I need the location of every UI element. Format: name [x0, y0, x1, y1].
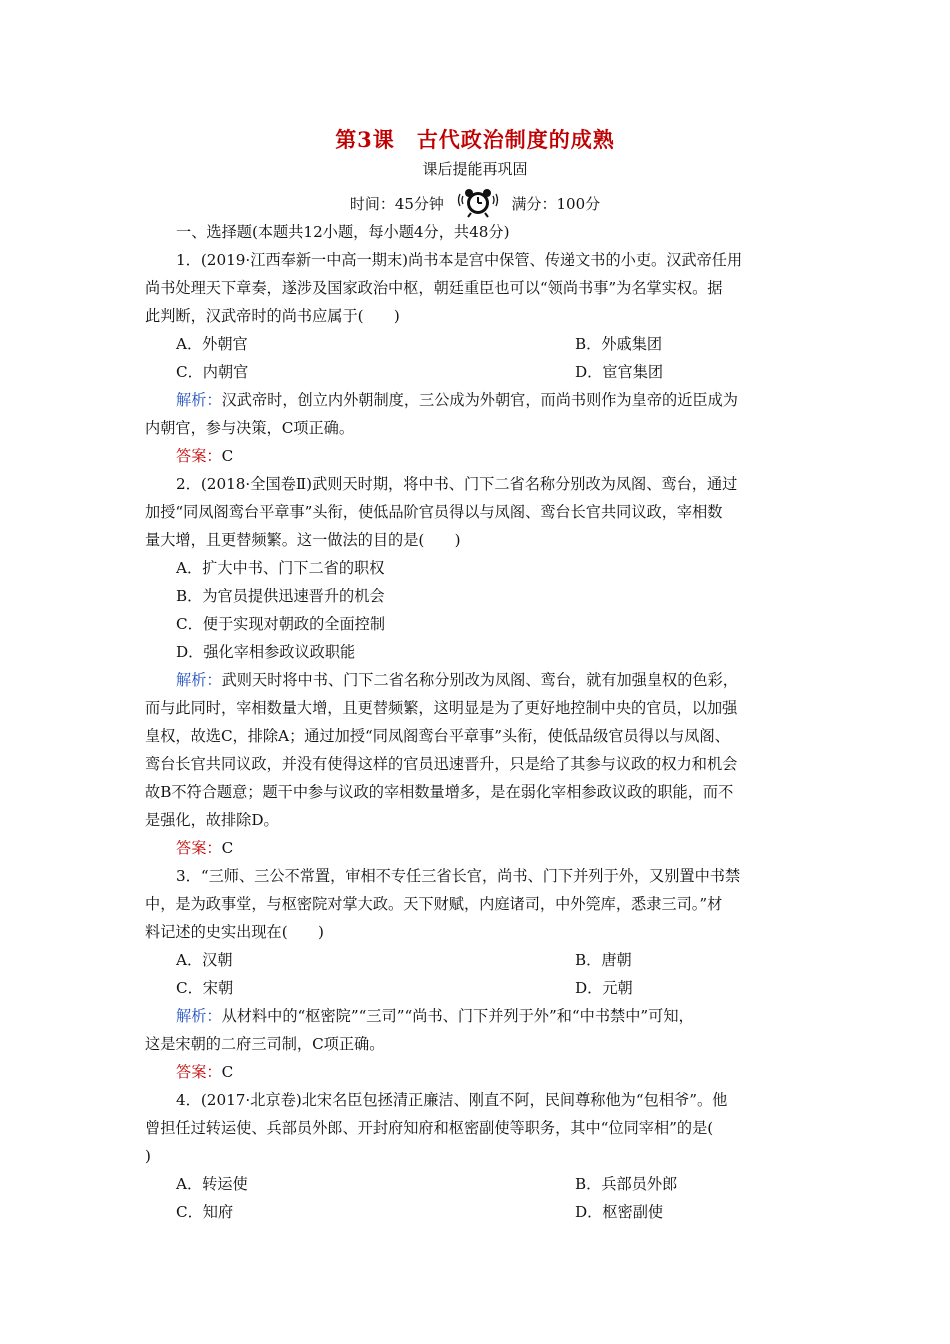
q1-option-b: B．外戚集团: [575, 335, 663, 353]
alarm-clock-icon: [455, 184, 501, 218]
analysis-label: 解析：: [176, 391, 222, 409]
q3-stem-line: 中，是为政事堂，与枢密院对掌大政。天下财赋，内庭诸司，中外筦库，悉隶三司。”材: [145, 895, 723, 913]
q1-stem-line: 尚书处理天下章奏，遂涉及国家政治中枢，朝廷重臣也可以“领尚书事”为名掌实权。据: [145, 279, 723, 297]
q1-analysis-line: 内朝官，参与决策，C项正确。: [145, 419, 355, 437]
analysis-label: 解析：: [176, 671, 222, 689]
q3-analysis-line: 这是宋朝的二府三司制，C项正确。: [145, 1035, 385, 1053]
q2-stem-line: 量大增，且更替频繁。这一做法的目的是( ): [145, 531, 461, 549]
q2-stem-line: 2．(2018·全国卷Ⅱ)武则天时期，将中书、门下二省名称分别改为凤阁、鸾台，通过: [176, 475, 738, 493]
answer-label: 答案：: [176, 839, 222, 857]
q3-stem-line: 料记述的史实出现在( ): [145, 923, 324, 941]
q2-analysis-line: 是强化，故排除D。: [145, 811, 279, 829]
q1-analysis-line: 解析：汉武帝时，创立内外朝制度，三公成为外朝官，而尚书则作为皇帝的近臣成为: [176, 391, 738, 409]
q4-option-d: D．枢密副使: [575, 1203, 664, 1221]
q3-option-d: D．元朝: [575, 979, 633, 997]
q3-answer: 答案：C: [176, 1063, 234, 1081]
q1-stem-line: 1．(2019·江西奉新一中高一期末)尚书本是宫中保管、传递文书的小吏。汉武帝任用: [176, 251, 743, 269]
q4-option-a: A．转运使: [176, 1175, 248, 1193]
lesson-number: 第3课: [335, 127, 395, 152]
q2-option-c: C．便于实现对朝政的全面控制: [176, 615, 386, 633]
q1-option-d: D．宦官集团: [575, 363, 664, 381]
q2-option-b: B．为官员提供迅速晋升的机会: [176, 587, 385, 605]
q2-analysis-line: 鸾台长官共同议政，并没有使得这样的官员迅速晋升，只是给了其参与议政的权力和机会: [145, 755, 738, 773]
q2-option-d: D．强化宰相参政议政职能: [176, 643, 356, 661]
q2-stem-line: 加授“同凤阁鸾台平章事”头衔，使低品阶官员得以与凤阁、鸾台长官共同议政，宰相数: [145, 503, 723, 521]
analysis-label: 解析：: [176, 1007, 222, 1025]
q3-option-c: C．宋朝: [176, 979, 234, 997]
answer-label: 答案：: [176, 1063, 222, 1081]
section-heading: 一、选择题(本题共12小题，每小题4分，共48分): [176, 223, 510, 241]
page-subtitle: 课后提能再巩固: [422, 160, 528, 178]
q1-answer: 答案：C: [176, 447, 234, 465]
q2-analysis-line: 故B不符合题意；题干中参与议政的宰相数量增多，是在弱化宰相参政议政的职能，而不: [145, 783, 734, 801]
q2-answer: 答案：C: [176, 839, 234, 857]
q1-option-a: A．外朝官: [176, 335, 248, 353]
q4-stem-line: 曾担任过转运使、兵部员外郎、开封府知府和枢密副使等职务，其中“位同宰相”的是(: [145, 1119, 714, 1137]
q4-option-c: C．知府: [176, 1203, 234, 1221]
q2-option-a: A．扩大中书、门下二省的职权: [176, 559, 385, 577]
q2-analysis-line: 而与此同时，宰相数量大增，且更替频繁，这明显是为了更好地控制中央的官员，以加强: [145, 699, 738, 717]
q3-stem-line: 3．“三师、三公不常置，审相不专任三省长官，尚书、门下并列于外，又别置中书禁: [176, 867, 741, 885]
lesson-name: 古代政治制度的成熟: [416, 127, 615, 152]
q2-analysis-line: 解析：武则天时将中书、门下二省名称分别改为凤阁、鸾台，就有加强皇权的色彩，: [176, 671, 738, 689]
q4-stem-line: ): [145, 1147, 151, 1165]
answer-label: 答案：: [176, 447, 222, 465]
q1-option-c: C．内朝官: [176, 363, 249, 381]
score-label: 满分：100分: [511, 195, 601, 213]
time-score-line: [0, 188, 950, 222]
q1-stem-line: 此判断，汉武帝时的尚书应属于( ): [145, 307, 400, 325]
q4-option-b: B．兵部员外郎: [575, 1175, 678, 1193]
q4-stem-line: 4．(2017·北京卷)北宋名臣包拯清正廉洁、刚直不阿，民间尊称他为“包相爷”。他: [176, 1091, 728, 1109]
page-title: [0, 124, 950, 154]
q3-option-b: B．唐朝: [575, 951, 632, 969]
q2-analysis-line: 皇权，故选C，排除A；通过加授“同凤阁鸾台平章事”头衔，使低品级官员得以与凤阁、: [145, 727, 730, 745]
q3-analysis-line: 解析：从材料中的“枢密院”“三司”“尚书、门下并列于外”和“中书禁中”可知，: [176, 1007, 694, 1025]
q3-option-a: A．汉朝: [176, 951, 233, 969]
time-label: 时间：45分钟: [349, 195, 444, 213]
